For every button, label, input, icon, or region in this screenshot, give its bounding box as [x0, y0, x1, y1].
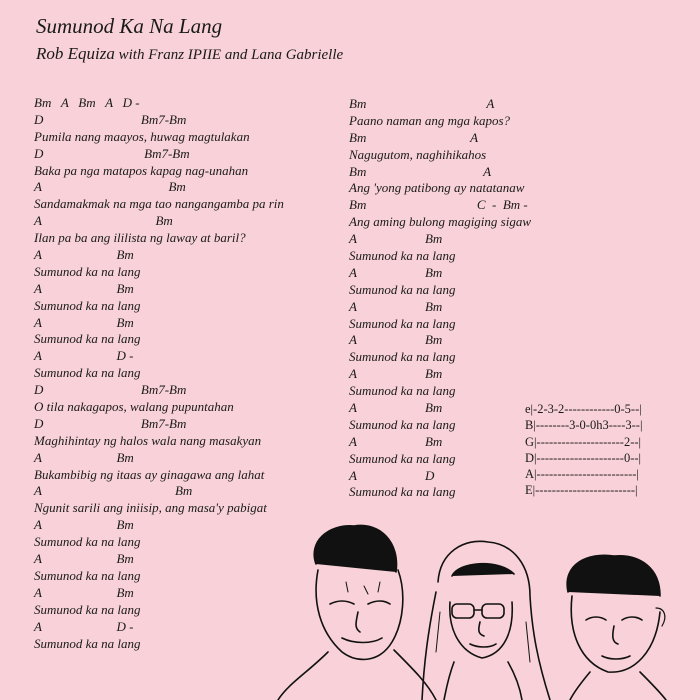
lyrics-right-line: Sumunod ka na lang [349, 450, 456, 466]
lyrics-right-line: Sumunod ka na lang [349, 416, 456, 432]
lyrics-left-line: A Bm [34, 551, 134, 567]
lyrics-left-line: D Bm7-Bm [34, 382, 187, 398]
lyrics-right-line: Bm A [349, 96, 495, 111]
guitar-tablature [525, 401, 642, 499]
portrait-young-man-icon [567, 555, 666, 700]
lyrics-column-left [34, 95, 284, 652]
lyrics-left-line: A Bm [34, 449, 134, 465]
lyrics-left-line: Maghihintay ng halos wala nang masakyan [34, 432, 262, 448]
lyrics-left-line: Sumunod ka na lang [34, 635, 141, 651]
lyrics-left-line: A Bm [34, 280, 134, 296]
lyrics-right-line: A Bm [349, 264, 443, 280]
lyrics-column-right [349, 96, 531, 501]
lyrics-left-line: Sumunod ka na lang [34, 331, 141, 347]
tab-line: E|------------------------| [525, 483, 638, 498]
lyrics-left-line: Sumunod ka na lang [34, 263, 141, 279]
lyrics-left-line: A D - [34, 618, 134, 634]
lyrics-left-line: A D - [34, 348, 134, 364]
tab-line: B|--------3-0-0h3----3--| [525, 418, 643, 433]
lyrics-right-line: Sumunod ka na lang [349, 315, 456, 331]
lyrics-left-line: Sandamakmak na mga tao nangangamba pa rin [34, 196, 284, 212]
lyrics-right-line: Ang aming bulong magiging sigaw [349, 214, 532, 230]
lyrics-left-line: A Bm [34, 483, 193, 499]
song-title: Sumunod Ka Na Lang [36, 14, 223, 38]
lyrics-left-line: Sumunod ka na lang [34, 534, 141, 550]
lyrics-left-line: Sumunod ka na lang [34, 567, 141, 583]
featuring-artists: with Franz IPIIE and Lana Gabrielle [118, 47, 344, 63]
lyrics-right-line: A Bm [349, 366, 443, 382]
lyrics-left-line: A Bm [34, 213, 173, 229]
lyrics-left-line: Sumunod ka na lang [34, 365, 141, 381]
lyrics-right-line: Sumunod ka na lang [349, 281, 456, 297]
lyrics-left-line: Baka pa nga matapos kapag nag-unahan [34, 162, 249, 178]
lyrics-right-line: Ang 'yong patibong ay natatanaw [349, 180, 525, 196]
lyrics-right-line: Sumunod ka na lang [349, 484, 456, 500]
lyrics-right-line: A Bm [349, 298, 443, 314]
tab-line: e|-2-3-2------------0-5--| [525, 402, 642, 416]
lyrics-left-line: Bukambibig ng itaas ay ginagawa ang lahat [34, 466, 265, 482]
tab-line: A|------------------------| [525, 467, 639, 482]
artist-credits [36, 44, 343, 64]
lyrics-left-line: D Bm7-Bm [34, 111, 187, 127]
lyrics-left-line: A Bm [34, 179, 186, 195]
lyrics-left-line: D Bm7-Bm [34, 415, 187, 431]
lyrics-right-line: Paano naman ang mga kapos? [349, 112, 511, 128]
lyrics-right-line: A Bm [349, 332, 443, 348]
lyrics-right-line: A Bm [349, 433, 443, 449]
lyrics-left-line: O tila nakagapos, walang pupuntahan [34, 399, 234, 415]
lyrics-right-line: Sumunod ka na lang [349, 349, 456, 365]
lyrics-left-line: A Bm [34, 584, 134, 600]
lyrics-right-line: Sumunod ka na lang [349, 383, 456, 399]
tab-line: D|---------------------0--| [525, 450, 642, 465]
lyrics-left-line: Pumila nang maayos, huwag magtulakan [34, 128, 250, 144]
lyrics-left-line: A Bm [34, 247, 134, 263]
lyrics-left-line: Ilan pa ba ang ililista ng laway at baril? [34, 230, 246, 246]
lyrics-left-line: Sumunod ka na lang [34, 297, 141, 313]
lyrics-left-line: A Bm [34, 517, 134, 533]
lyrics-left-line: A Bm [34, 314, 134, 330]
artist-name: Rob Equiza [36, 44, 115, 63]
lyrics-left-line: D Bm7-Bm [34, 145, 190, 161]
lyrics-left-line: Sumunod ka na lang [34, 601, 141, 617]
lyrics-right-line: Bm C - Bm - [349, 197, 528, 213]
portrait-man-icon [278, 525, 436, 700]
lyrics-left-line: Ngunit sarili ang iniisip, ang masa'y pabigat [34, 500, 267, 516]
portrait-woman-icon [422, 541, 550, 700]
lyrics-right-line: Nagugutom, naghihikahos [349, 146, 487, 162]
lyrics-left-line: Bm A Bm A D - [34, 95, 140, 110]
band-portrait-illustration [268, 512, 700, 700]
tab-line: G|---------------------2--| [525, 434, 642, 449]
lyrics-right-line: Bm A [349, 163, 492, 179]
lyrics-right-line: Sumunod ka na lang [349, 248, 456, 264]
lyrics-right-line: A D [349, 467, 435, 483]
lyrics-right-line: A Bm [349, 400, 443, 416]
lyrics-right-line: Bm A [349, 129, 479, 145]
lyrics-right-line: A Bm [349, 231, 443, 247]
